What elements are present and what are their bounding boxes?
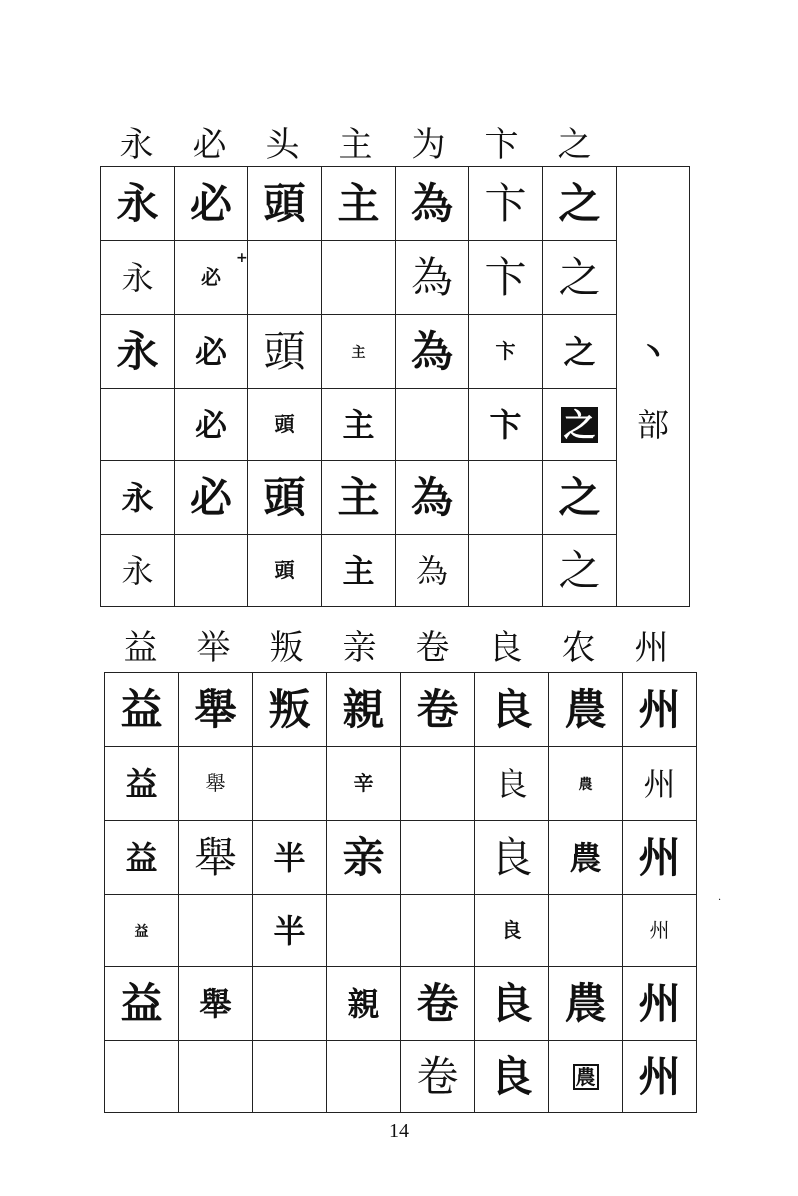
seal-glyph: 良: [490, 978, 533, 1028]
top-header-char: 主: [338, 125, 373, 165]
seal-glyph: 之: [558, 545, 601, 595]
seal-glyph: 卷: [416, 684, 459, 734]
seal-glyph: 必: [201, 265, 221, 289]
seal-glyph: 卞: [484, 178, 527, 228]
table-row: [101, 535, 690, 607]
top-header-row: [100, 125, 611, 165]
seal-glyph: 州: [643, 764, 676, 803]
bottom-header-char: 举: [196, 628, 231, 668]
seal-glyph: 良: [490, 832, 533, 882]
annotation-plus-mark: +: [236, 250, 248, 266]
seal-glyph: 之: [558, 472, 601, 522]
table-row: [101, 315, 690, 389]
bottom-header-char: 叛: [269, 628, 304, 668]
seal-glyph: 舉: [199, 984, 232, 1023]
top-header-char: 之: [557, 125, 592, 165]
seal-glyph: 叛: [268, 684, 311, 734]
seal-glyph: 主: [342, 551, 375, 590]
seal-glyph: 益: [120, 978, 163, 1028]
bottom-header-char: 良: [488, 628, 523, 668]
radical-mark: 丶: [638, 335, 668, 371]
page-number: 14: [389, 1120, 409, 1142]
seal-glyph: 主: [337, 472, 380, 522]
seal-glyph: 州: [638, 832, 681, 882]
seal-glyph: 為: [410, 252, 453, 302]
table-row: [105, 895, 697, 967]
seal-glyph: 頭: [274, 412, 295, 436]
seal-glyph: 為: [410, 472, 453, 522]
seal-glyph: 親: [342, 684, 385, 734]
bottom-header-row: [104, 628, 688, 668]
seal-glyph: 州: [649, 918, 670, 942]
table-row: [101, 389, 690, 461]
seal-glyph: 必: [194, 405, 227, 444]
seal-glyph: 良: [490, 1051, 533, 1101]
seal-glyph: 州: [638, 1051, 681, 1101]
seal-glyph: 州: [638, 978, 681, 1028]
annotation-dot-mark: ·: [718, 895, 722, 906]
table-row: [105, 747, 697, 821]
seal-glyph: 主: [337, 178, 380, 228]
seal-glyph: 舉: [194, 684, 237, 734]
seal-glyph: 永: [121, 478, 154, 517]
seal-glyph: 頭: [263, 178, 306, 228]
seal-glyph: 頭: [263, 326, 306, 376]
seal-glyph: 之: [563, 332, 596, 371]
seal-glyph: 卞: [484, 252, 527, 302]
seal-glyph: 永: [121, 258, 154, 297]
seal-glyph: 益: [120, 684, 163, 734]
top-header-char: 永: [119, 125, 154, 165]
seal-glyph: 為: [410, 326, 453, 376]
seal-glyph: 卷: [416, 978, 459, 1028]
seal-glyph: 永: [116, 178, 159, 228]
top-character-table: [100, 166, 690, 607]
table-row: [101, 241, 690, 315]
seal-glyph: 為: [415, 551, 448, 590]
bottom-character-table: [104, 672, 697, 1113]
seal-glyph: 主: [351, 345, 366, 361]
seal-glyph: 舉: [194, 832, 237, 882]
seal-glyph: 卷: [416, 1051, 459, 1101]
seal-glyph: 農: [573, 1064, 599, 1090]
seal-glyph: 必: [189, 178, 232, 228]
top-header-char: 卞: [484, 125, 519, 165]
radical-cell: [617, 167, 690, 607]
seal-glyph: 之: [558, 252, 601, 302]
seal-glyph: 半: [273, 911, 306, 950]
seal-glyph: 頭: [274, 558, 295, 582]
seal-glyph: 主: [342, 405, 375, 444]
seal-glyph: 卞: [489, 405, 522, 444]
seal-glyph: 農: [564, 684, 607, 734]
table-row: [105, 821, 697, 895]
seal-glyph: 永: [116, 326, 159, 376]
bottom-header-char: 州: [634, 628, 669, 668]
seal-glyph: 農: [569, 838, 602, 877]
seal-glyph: 永: [121, 551, 154, 590]
seal-glyph: 良: [501, 918, 522, 942]
seal-glyph: 益: [125, 764, 158, 803]
table-row: [105, 673, 697, 747]
table-row: [105, 1041, 697, 1113]
seal-glyph: 半: [273, 838, 306, 877]
seal-glyph: 良: [495, 764, 528, 803]
seal-glyph: 親: [347, 984, 380, 1023]
seal-glyph: 之: [563, 405, 596, 444]
top-header-char: 必: [192, 125, 227, 165]
seal-glyph: 益: [134, 924, 149, 940]
top-header-char: 为: [411, 125, 446, 165]
bottom-header-char: 卷: [415, 628, 450, 668]
seal-glyph: 必: [189, 472, 232, 522]
seal-glyph: 舉: [205, 771, 226, 795]
top-header-char: 头: [265, 125, 300, 165]
bottom-header-char: 农: [561, 628, 596, 668]
table-row: [105, 967, 697, 1041]
seal-glyph: 州: [638, 684, 681, 734]
seal-glyph: 農: [564, 978, 607, 1028]
seal-glyph: 益: [125, 838, 158, 877]
seal-glyph: 必: [194, 332, 227, 371]
seal-glyph: 農: [578, 777, 593, 793]
bottom-header-char: 亲: [342, 628, 377, 668]
seal-glyph: 頭: [263, 472, 306, 522]
seal-glyph: 辛: [353, 771, 374, 795]
bottom-header-char: 益: [123, 628, 158, 668]
radical-label: 部: [636, 405, 669, 444]
table-row: [101, 167, 690, 241]
seal-glyph: 亲: [342, 832, 385, 882]
table-row: [101, 461, 690, 535]
seal-glyph: 良: [490, 684, 533, 734]
seal-glyph: 之: [558, 178, 601, 228]
seal-glyph: 卞: [495, 339, 516, 363]
seal-glyph: 為: [410, 178, 453, 228]
